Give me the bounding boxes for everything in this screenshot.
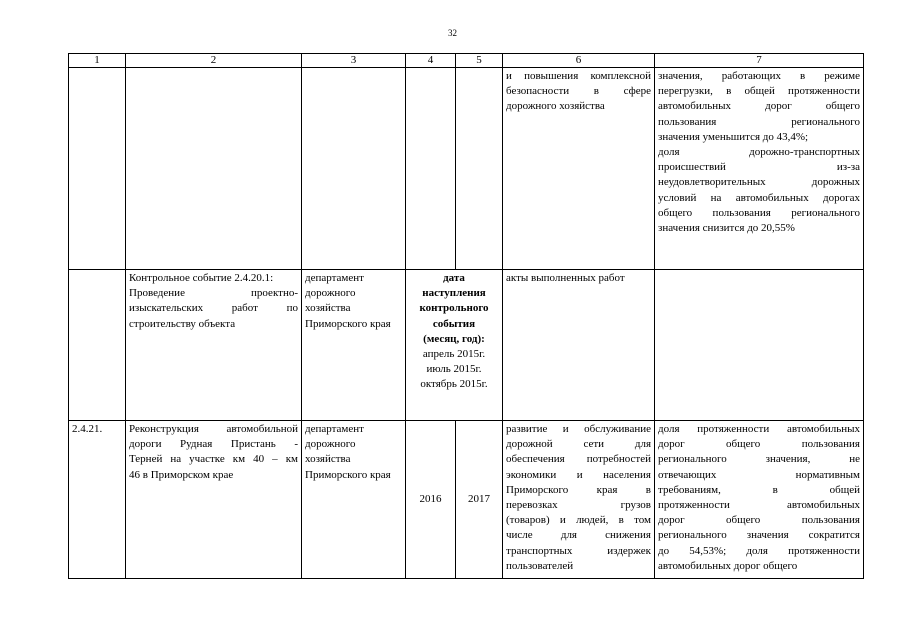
- header-cell: 1: [69, 54, 126, 68]
- page-number: 32: [448, 28, 457, 38]
- program-table: [68, 53, 864, 579]
- goal-line: и повышения комплексной: [506, 70, 651, 82]
- indicator-cell: [655, 68, 864, 270]
- header-cell: 6: [503, 54, 655, 68]
- executor-cell: департамент дорожного хозяйства Приморского края: [302, 270, 406, 421]
- item-title-cell: Реконструкция автомобильной дороги Рудная Пристань - Терней на участке км 40 – км 46 в Приморском крае: [126, 421, 302, 579]
- goal-line: безопасности в сфере: [506, 85, 651, 98]
- event-date: октябрь 2015г.: [420, 378, 488, 391]
- goal-cell: развитие и обслуживание дорожной сети для обеспечения потребностей экономики и населения Приморского края в перевозках грузов (товаров) и людей, в том числе для снижения транспортных издержек пользователей: [503, 421, 655, 579]
- event-line: изыскательских работ по: [129, 302, 298, 315]
- table-row-continuation: [69, 68, 864, 270]
- table-row-control-event: [69, 270, 864, 421]
- indicator-line: неудовлетворительных дорожных: [658, 176, 860, 189]
- event-date-cell: дата наступления контрольного события (месяц, год): апрель 2015г. июль 2015г. октябрь 2015г.: [406, 270, 503, 421]
- goal-cell: [503, 68, 655, 270]
- indicator-line: доля дорожно-транспортных: [658, 146, 860, 159]
- event-line: Контрольное событие 2.4.20.1:: [129, 272, 274, 284]
- header-row: [69, 54, 864, 68]
- start-year-cell: 2016: [406, 421, 456, 579]
- table-row-item-2-4-21: [69, 421, 864, 579]
- indicator-line: перегрузки, в общей протяженности: [658, 85, 860, 98]
- header-cell: 4: [406, 54, 456, 68]
- result-cell: акты выполненных работ: [503, 270, 655, 421]
- indicator-cell: доля протяженности автомобильных дорог общего пользования регионального значения, не отвечающих нормативным требованиям, в общей протяженности автомобильных дорог общего пользования регионального значения сократится до 54,53%; доля протяженности автомобильных дорог общего: [655, 421, 864, 579]
- executor-cell: департамент дорожного хозяйства Приморского края: [302, 421, 406, 579]
- indicator-line: значения снизится до 20,55%: [658, 222, 795, 235]
- indicator-line: пользования регионального: [658, 115, 860, 128]
- end-year-cell: 2017: [456, 421, 503, 579]
- event-date: апрель 2015г.: [422, 348, 486, 361]
- indicator-line: условий на автомобильных дорогах: [658, 191, 860, 204]
- indicator-line: происшествий из-за: [658, 161, 860, 174]
- header-cell: 7: [655, 54, 864, 68]
- goal-line: дорожного хозяйства: [506, 100, 605, 113]
- indicator-line: автомобильных дорог общего: [658, 100, 860, 113]
- header-cell: 5: [456, 54, 503, 68]
- indicator-line: общего пользования регионального: [658, 206, 860, 219]
- event-date: июль 2015г.: [426, 363, 482, 376]
- header-cell: 3: [302, 54, 406, 68]
- event-line: строительству объекта: [129, 317, 236, 330]
- event-title-cell: [126, 270, 302, 421]
- event-line: Проведение проектно-: [129, 287, 298, 300]
- item-number-cell: 2.4.21.: [69, 421, 126, 579]
- indicator-line: значения, работающих в режиме: [658, 70, 860, 82]
- header-cell: 2: [126, 54, 302, 68]
- indicator-line: значения уменьшится до 43,4%;: [658, 130, 809, 143]
